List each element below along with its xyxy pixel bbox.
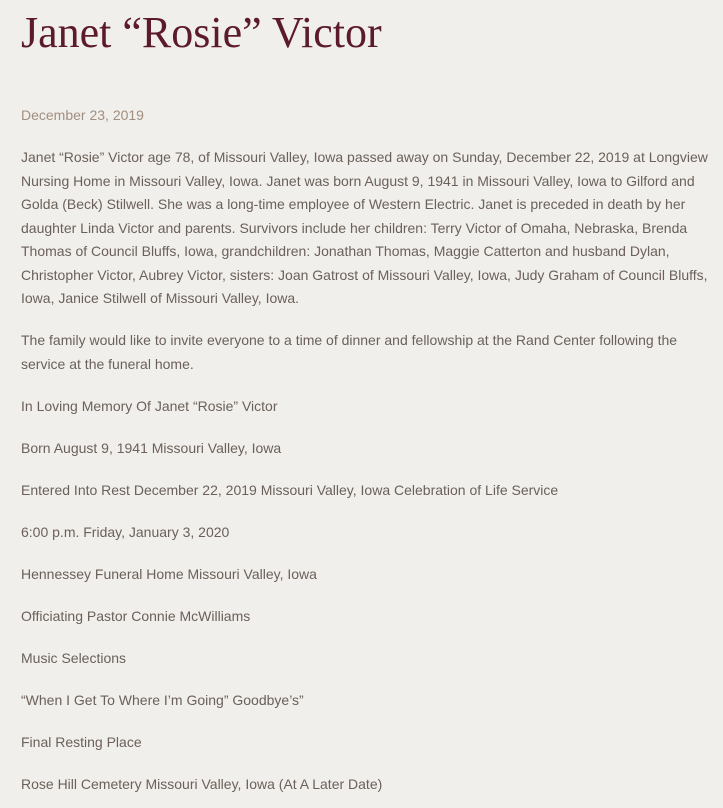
- memorial-heading: In Loving Memory Of Janet “Rosie” Victor: [21, 398, 278, 414]
- resting-place-heading: Final Resting Place: [21, 734, 142, 750]
- post-date: December 23, 2019: [21, 107, 144, 123]
- cemetery-line: Rose Hill Cemetery Missouri Valley, Iowa (At A Later Date): [21, 776, 383, 792]
- service-location-line: Hennessey Funeral Home Missouri Valley, Iowa: [21, 566, 317, 582]
- birth-line: Born August 9, 1941 Missouri Valley, Iowa: [21, 440, 282, 456]
- officiant-line: Officiating Pastor Connie McWilliams: [21, 608, 251, 624]
- service-time-line: 6:00 p.m. Friday, January 3, 2020: [21, 524, 230, 540]
- page-title: Janet “Rosie” Victor: [21, 8, 382, 57]
- music-line: “When I Get To Where I’m Going” Goodbye’s”: [21, 692, 304, 708]
- music-heading: Music Selections: [21, 650, 127, 666]
- obituary-paragraph: Janet “Rosie” Victor age 78, of Missouri Valley, Iowa passed away on Sunday, December 22, 2019 at Longview Nursing Home in Missouri Valley, Iowa. Janet was born August 9, 1941 in Missouri Valley, Iowa to Gilford and Golda (Beck) Stilwell. She was a long-time employee of Western Electric. Janet is preceded in death by her daughter Linda Victor and parents. Survivors include her children: Terry Victor of Omaha, Nebraska, Brenda Thomas of Council Bluffs, Iowa, grandchildren: Jonathan Thomas, Maggie Catterton and husband Dylan, Christopher Victor, Aubrey Victor, sisters: Joan Gatrost of Missouri Valley, Iowa, Judy Graham of Council Bluffs, Iowa, Janice Stilwell of Missouri Valley, Iowa.: [21, 149, 708, 306]
- rest-line: Entered Into Rest December 22, 2019 Missouri Valley, Iowa Celebration of Life Service: [21, 482, 559, 498]
- invitation-paragraph: The family would like to invite everyone to a time of dinner and fellowship at the Rand Center following the service at the funeral home.: [21, 332, 678, 372]
